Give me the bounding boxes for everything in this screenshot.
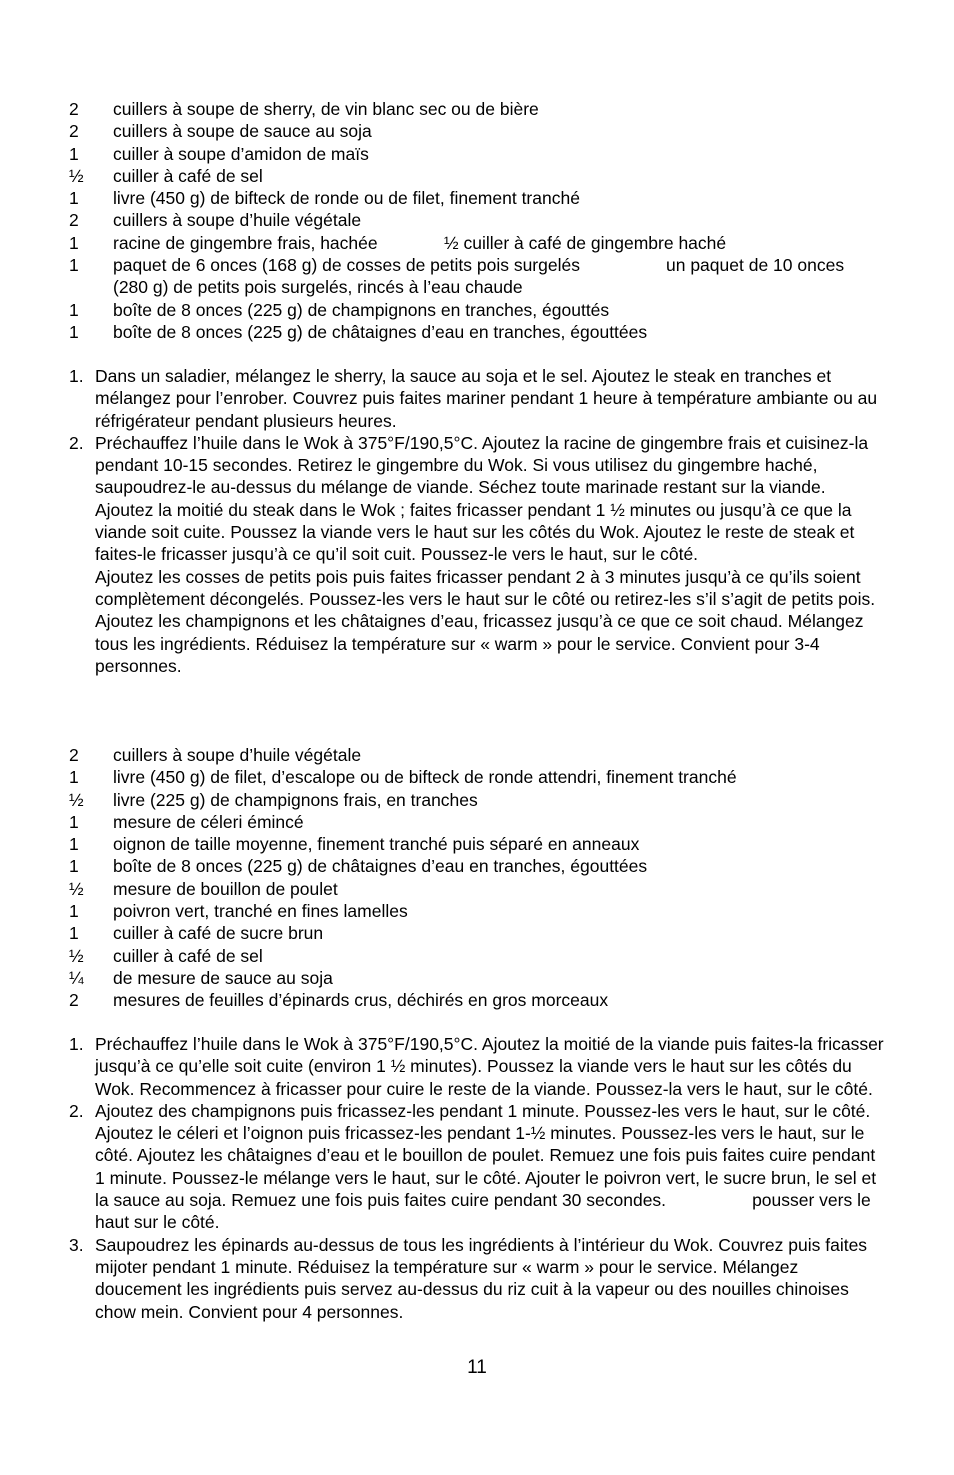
ingredient-quantity: 1: [69, 856, 79, 877]
ingredient-quantity: 1: [69, 901, 79, 922]
ingredient-quantity: 1: [69, 923, 79, 944]
ingredient-quantity: 2: [69, 121, 79, 142]
ingredient-text: mesure de céleri émincé: [113, 811, 304, 832]
ingredient-item: [0, 299, 954, 321]
ingredient-item: [0, 855, 954, 877]
ingredient-quantity: 2: [69, 990, 79, 1011]
step-text-main: Ajoutez des champignons puis fricassez-les pendant 1 minute. Poussez-les vers le haut, sur le côté. Ajoutez le céleri et l’oignon puis fricassez-les pendant 1-½ minutes. Poussez-les vers le haut, sur le côté. Ajoutez les châtaignes d’eau et le bouillon de poulet. Remuez une fois puis faites cuire pendant 1 minute. Poussez-le mélange vers le haut, sur le côté. Ajouter le poivron vert, le sucre brun, le sel et la sauce au soja. Remuez une fois puis faites cuire pendant 30 secondes.: [95, 1100, 877, 1211]
ingredient-text: boîte de 8 onces (225 g) de châtaignes d’eau en tranches, égouttées: [113, 321, 648, 342]
ingredient-quantity: 1: [69, 767, 79, 788]
ingredient-quantity: 2: [69, 99, 79, 119]
ingredient-quantity: 1: [69, 811, 79, 832]
step-text: Préchauffez l’huile dans le Wok à 375°F/190,5°C. Ajoutez la moitié de la viande puis faites-la fricasser jusqu’à ce qu’elle soit cuite (environ 1 ½ minutes). Poussez la viande vers le haut sur les côtés du Wok. Recommencez à fricasser pour cuire le reste de la viande. Poussez-la vers le haut, sur le côté.: [95, 1034, 884, 1099]
step-number: 1.: [69, 1034, 84, 1054]
ingredient-quantity: 1: [69, 834, 79, 855]
ingredient-text: livre (225 g) de champignons frais, en tranches: [113, 789, 478, 810]
ingredient-quantity: 1: [69, 321, 79, 342]
ingredient-alternative: ½ cuiller à café de gingembre haché: [444, 232, 727, 253]
ingredient-item: [0, 165, 954, 187]
recipe2-steps: [0, 1033, 954, 1323]
ingredient-item: [0, 744, 954, 766]
ingredient-text: paquet de 6 onces (168 g) de cosses de petits pois surgelés: [113, 255, 580, 276]
ingredient-item: [0, 922, 954, 944]
ingredient-item: [0, 789, 954, 811]
ingredient-item: [0, 811, 954, 833]
step-number: 2.: [69, 1100, 84, 1121]
step-item: [0, 1100, 954, 1234]
ingredient-quantity: 1: [69, 143, 79, 164]
ingredient-item: [0, 967, 954, 989]
recipe1-ingredient-list: [0, 98, 954, 343]
ingredient-quantity: ¼: [69, 967, 84, 988]
ingredient-item: [0, 878, 954, 900]
ingredient-quantity: ½: [69, 165, 84, 186]
ingredient-text: cuiller à soupe d’amidon de maïs: [113, 143, 369, 164]
ingredient-quantity: ½: [69, 789, 84, 810]
ingredient-text: de mesure de sauce au soja: [113, 967, 333, 988]
step-text-tail: pousser vers le haut sur le côté.: [95, 1190, 871, 1233]
ingredient-item: [0, 254, 954, 299]
step-number: 1.: [69, 366, 84, 386]
step-number: 3.: [69, 1234, 84, 1255]
step-number: 2.: [69, 432, 84, 453]
ingredient-quantity: 1: [69, 255, 79, 276]
step-paragraph: Ajoutez les cosses de petits pois puis faites fricasser pendant 2 à 3 minutes jusqu’à ce qu’ils soient complètement décongelés. Poussez-les vers le haut sur le côté ou retirez-les s’il s’agit de petits pois. Ajoutez les champignons et les châtaignes d’eau, fricassez jusqu’à ce que ce soit chaud. Mélangez tous les ingrédients. Réduisez la température sur « warm » pour le service. Convient pour 3-4 personnes.: [95, 566, 876, 676]
ingredient-quantity: 2: [69, 210, 79, 231]
ingredient-item: [0, 98, 954, 120]
ingredient-text: cuiller à café de sel: [113, 945, 263, 966]
ingredient-item: [0, 766, 954, 788]
ingredient-item: [0, 900, 954, 922]
ingredient-item: [0, 989, 954, 1011]
step-text: Préchauffez l’huile dans le Wok à 375°F/190,5°C. Ajoutez la racine de gingembre frais et cuisinez-la pendant 10-15 secondes. Retirez le gingembre du Wok. Si vous utilisez du gingembre haché, saupoudrez-le au-dessus du mélange de viande. Séchez toute marinade restant sur la viande. Ajoutez la moitié du steak dans le Wok ; faites fricasser pendant 1 ½ minutes ou jusqu’à ce que la viande soit cuite. Poussez la viande vers le haut sur les côtés du Wok. Ajoutez le reste de steak et faites-le fricasser jusqu’à ce qu’il soit cuit. Poussez-le vers le haut, sur le côté.: [95, 432, 869, 565]
step-item: [0, 1234, 954, 1323]
ingredient-quantity: 1: [69, 232, 79, 253]
ingredient-text: cuiller à café de sucre brun: [113, 923, 324, 944]
step-text: Saupoudrez les épinards au-dessus de tous les ingrédients à l’intérieur du Wok. Couvrez puis faites mijoter pendant 1 minute. Réduisez la température sur « warm » pour le service. Mélangez doucement les ingrédients puis servez au-dessus du riz cuit à la vapeur ou des nouilles chinoises chow mein. Convient pour 4 personnes.: [95, 1234, 868, 1322]
ingredient-text: livre (450 g) de filet, d’escalope ou de bifteck de ronde attendri, finement tranché: [113, 767, 737, 788]
page-number: 11: [467, 1357, 487, 1378]
ingredient-item: [0, 232, 954, 254]
ingredient-text: oignon de taille moyenne, finement tranché puis séparé en anneaux: [113, 834, 640, 855]
ingredient-alternative: un paquet de 10 onces: [666, 255, 845, 276]
ingredient-text-continued: (280 g) de petits pois surgelés, rincés à l’eau chaude: [113, 277, 523, 298]
ingredient-text: boîte de 8 onces (225 g) de châtaignes d’eau en tranches, égouttées: [113, 856, 648, 877]
ingredient-item: [0, 945, 954, 967]
ingredient-item: [0, 209, 954, 231]
recipe1-steps: [0, 365, 954, 677]
step-item: [0, 1033, 954, 1100]
ingredient-text: cuillers à soupe de sauce au soja: [113, 121, 372, 142]
ingredient-item: [0, 321, 954, 343]
step-text: [95, 1100, 885, 1234]
ingredient-quantity: 1: [69, 188, 79, 209]
ingredient-quantity: 1: [69, 299, 79, 320]
step-text: Dans un saladier, mélangez le sherry, la sauce au soja et le sel. Ajoutez le steak en tranches et mélangez pour l’enrober. Couvrez puis faites mariner pendant 1 heure à température ambiante ou au réfrigérateur pendant plusieurs heures.: [95, 366, 878, 431]
ingredient-text: cuillers à soupe d’huile végétale: [113, 745, 362, 765]
ingredient-item: [0, 120, 954, 142]
ingredient-text: cuillers à soupe d’huile végétale: [113, 210, 362, 231]
step-item: [0, 365, 954, 432]
ingredient-item: [0, 833, 954, 855]
ingredient-text: racine de gingembre frais, hachée: [113, 232, 378, 253]
ingredient-quantity: 2: [69, 745, 79, 765]
ingredient-item: [0, 187, 954, 209]
ingredient-quantity: ½: [69, 878, 84, 899]
step-item: [0, 432, 954, 566]
ingredient-text: poivron vert, tranché en fines lamelles: [113, 901, 408, 922]
ingredient-text: boîte de 8 onces (225 g) de champignons en tranches, égouttés: [113, 299, 610, 320]
ingredient-item: [0, 143, 954, 165]
ingredient-quantity: ½: [69, 945, 84, 966]
ingredient-text: cuillers à soupe de sherry, de vin blanc sec ou de bière: [113, 99, 539, 119]
ingredient-text: mesure de bouillon de poulet: [113, 878, 338, 899]
ingredient-text: cuiller à café de sel: [113, 165, 263, 186]
recipe2-ingredient-list: [0, 744, 954, 1012]
ingredient-text: livre (450 g) de bifteck de ronde ou de filet, finement tranché: [113, 188, 580, 209]
ingredient-text: mesures de feuilles d’épinards crus, déchirés en gros morceaux: [113, 990, 609, 1011]
